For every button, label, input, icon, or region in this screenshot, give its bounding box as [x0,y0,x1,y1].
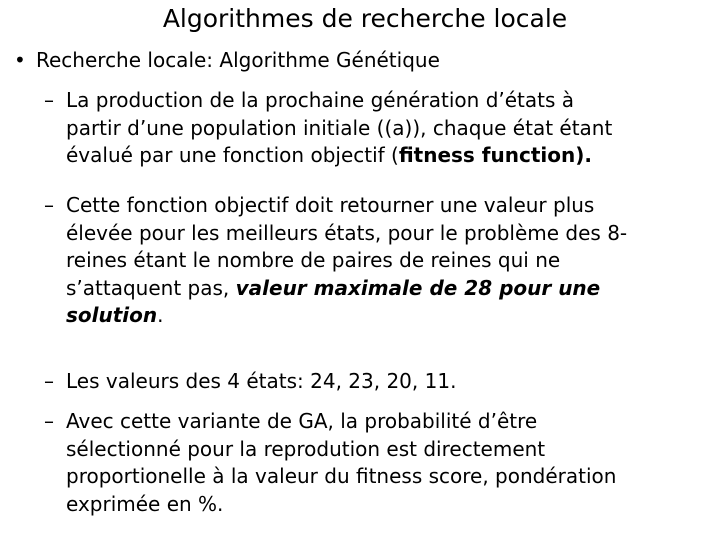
sub-item-marker: – [44,369,54,393]
text-line: reines étant le nombre de paires de reines qui ne [66,248,561,272]
text-line: La production de la prochaine génération d’états à [66,88,575,112]
bullet-marker: • [14,48,26,72]
max-value-emphasis: valeur maximale de 28 pour une [235,275,601,300]
text-line: Cette fonction objectif doit retourner une valeur plus [66,193,595,217]
text-line: Les valeurs des 4 états: 24, 23, 20, 11. [66,369,457,393]
solution-emphasis: solution [66,303,158,327]
sub-item-values [44,368,704,396]
text-line [44,275,704,303]
text-line: Avec cette variante de GA, la probabilité d’être [66,409,538,433]
text-line-end: . [157,303,164,327]
text-line [44,302,704,330]
sub-item-objective [44,192,704,330]
text-line [44,142,704,170]
bullet-heading [14,47,440,74]
text-line: élevée pour les meilleurs états, pour le problème des 8- [66,220,628,245]
sub-item-marker: – [44,193,54,217]
fitness-function-term: fitness function). [398,143,592,167]
bullet-heading-text: Recherche locale: Algorithme Génétique [36,48,440,72]
text-line: sélectionné pour la reprodution est directement [66,436,546,461]
text-line: partir d’une population initiale ((a)), chaque état étant [66,115,613,140]
sub-item-production [44,87,704,170]
text-line: proportionelle à la valeur du fitness score, pondération [66,464,617,488]
text-line-start: s’attaquent pas, [66,275,236,300]
sub-item-selection [44,408,704,518]
text-line-start: évalué par une fonction objectif ( [66,143,399,167]
sub-item-marker: – [44,88,54,112]
sub-item-marker: – [44,409,54,433]
text-line: exprimée en %. [66,491,224,516]
slide-title: Algorithmes de recherche locale [162,4,568,33]
